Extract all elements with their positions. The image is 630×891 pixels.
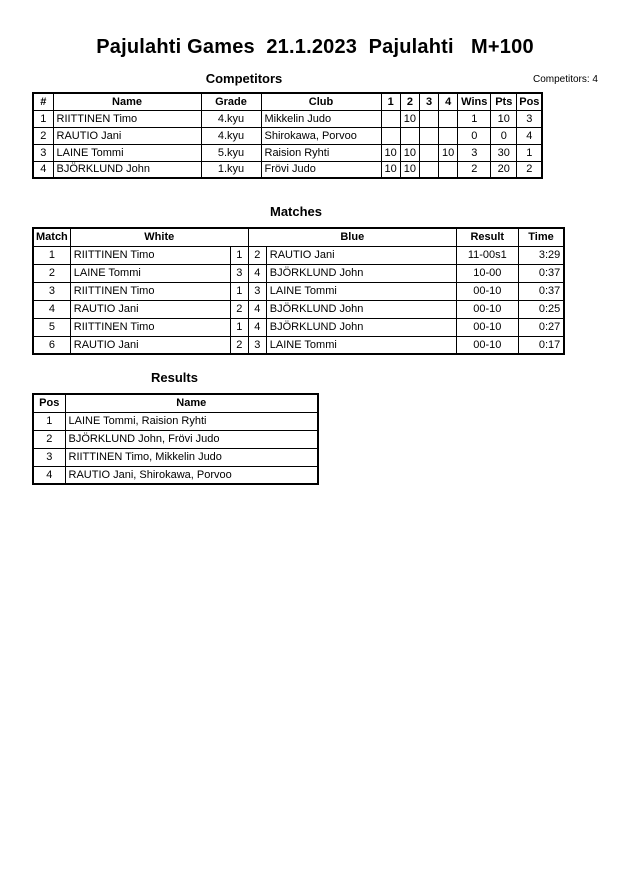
white-name: RIITTINEN Timo [70,318,230,336]
white-competitor-number: 3 [230,264,248,282]
result-position: 2 [33,430,65,448]
match-time: 0:27 [518,318,564,336]
competitor-wins: 1 [458,110,491,127]
competitor-row [33,127,542,144]
match-time: 3:29 [518,246,564,264]
score-vs-3 [420,144,439,161]
competitor-points: 20 [491,161,517,178]
blue-competitor-number: 4 [248,264,266,282]
col-number: # [33,93,53,110]
blue-name: BJÖRKLUND John [266,264,456,282]
col-name: Name [53,93,201,110]
competitor-grade: 1.kyu [201,161,261,178]
col-white: White [70,228,248,246]
match-result: 00-10 [456,300,518,318]
result-name: LAINE Tommi, Raision Ryhti [65,412,318,430]
competitor-wins: 2 [458,161,491,178]
blue-name: BJÖRKLUND John [266,318,456,336]
competitor-points: 10 [491,110,517,127]
score-vs-1 [381,127,400,144]
match-number: 3 [33,282,70,300]
match-time: 0:17 [518,336,564,354]
blue-competitor-number: 3 [248,336,266,354]
match-row [33,300,564,318]
competitor-position: 4 [517,127,543,144]
match-result: 10-00 [456,264,518,282]
col-result-name: Name [65,394,318,412]
col-opponent-1: 1 [381,93,400,110]
match-result: 11-00s1 [456,246,518,264]
result-row [33,466,318,484]
score-vs-3 [420,110,439,127]
competitor-number: 3 [33,144,53,161]
col-result-position: Pos [33,394,65,412]
result-position: 3 [33,448,65,466]
col-points: Pts [491,93,517,110]
score-vs-1: 10 [381,161,400,178]
match-time: 0:37 [518,282,564,300]
competitor-number: 2 [33,127,53,144]
competitor-club: Frövi Judo [261,161,381,178]
match-result: 00-10 [456,318,518,336]
col-grade: Grade [201,93,261,110]
competitor-position: 2 [517,161,543,178]
blue-name: BJÖRKLUND John [266,300,456,318]
matches-heading-wrap [32,203,560,221]
competitor-wins: 3 [458,144,491,161]
match-number: 2 [33,264,70,282]
competitor-row [33,110,542,127]
competitors-heading-row [32,70,598,86]
result-name: RIITTINEN Timo, Mikkelin Judo [65,448,318,466]
match-number: 6 [33,336,70,354]
results-heading: Results [151,370,198,385]
competitor-position: 3 [517,110,543,127]
competitor-wins: 0 [458,127,491,144]
results-table [32,393,319,485]
white-name: RIITTINEN Timo [70,246,230,264]
competitor-row [33,144,542,161]
col-opponent-3: 3 [420,93,439,110]
white-competitor-number: 2 [230,300,248,318]
col-opponent-4: 4 [439,93,458,110]
competitor-name: RIITTINEN Timo [53,110,201,127]
competitor-row [33,161,542,178]
match-number: 4 [33,300,70,318]
col-time: Time [518,228,564,246]
match-number: 1 [33,246,70,264]
match-time: 0:25 [518,300,564,318]
score-vs-4 [439,161,458,178]
page-title: Pajulahti Games 21.1.2023 Pajulahti M+100 [96,36,534,58]
competitor-name: BJÖRKLUND John [53,161,201,178]
blue-competitor-number: 4 [248,300,266,318]
col-club: Club [261,93,381,110]
competitors-count: Competitors: 4 [532,74,598,85]
blue-competitor-number: 3 [248,282,266,300]
white-competitor-number: 1 [230,318,248,336]
competitor-points: 30 [491,144,517,161]
score-vs-1: 10 [381,144,400,161]
competitor-club: Shirokawa, Porvoo [261,127,381,144]
col-position: Pos [517,93,543,110]
white-competitor-number: 2 [230,336,248,354]
white-name: RIITTINEN Timo [70,282,230,300]
blue-name: RAUTIO Jani [266,246,456,264]
competitor-grade: 5.kyu [201,144,261,161]
competitors-table [32,92,543,179]
competitors-heading: Competitors [205,71,283,86]
result-row [33,412,318,430]
result-position: 4 [33,466,65,484]
white-competitor-number: 1 [230,282,248,300]
match-row [33,264,564,282]
matches-heading: Matches [269,204,323,219]
competitor-name: LAINE Tommi [53,144,201,161]
match-row [33,246,564,264]
result-row [33,448,318,466]
results-heading-wrap [32,369,317,387]
col-blue: Blue [248,228,456,246]
white-competitor-number: 1 [230,246,248,264]
competitor-grade: 4.kyu [201,110,261,127]
match-row [33,318,564,336]
competitor-points: 0 [491,127,517,144]
match-number: 5 [33,318,70,336]
col-match: Match [33,228,70,246]
blue-competitor-number: 4 [248,318,266,336]
col-wins: Wins [458,93,491,110]
col-opponent-2: 2 [400,93,419,110]
result-row [33,430,318,448]
competitor-club: Raision Ryhti [261,144,381,161]
result-name: BJÖRKLUND John, Frövi Judo [65,430,318,448]
competitor-club: Mikkelin Judo [261,110,381,127]
match-row [33,336,564,354]
match-result: 00-10 [456,282,518,300]
white-name: RAUTIO Jani [70,336,230,354]
white-name: RAUTIO Jani [70,300,230,318]
col-result: Result [456,228,518,246]
matches-header-row [33,228,564,246]
competitor-name: RAUTIO Jani [53,127,201,144]
matches-table [32,227,565,355]
score-vs-4 [439,110,458,127]
competitor-number: 1 [33,110,53,127]
match-time: 0:37 [518,264,564,282]
match-result: 00-10 [456,336,518,354]
blue-competitor-number: 2 [248,246,266,264]
score-vs-2 [400,127,419,144]
score-vs-2: 10 [400,161,419,178]
score-vs-4: 10 [439,144,458,161]
competitors-heading-wrap [32,70,456,88]
white-name: LAINE Tommi [70,264,230,282]
match-row [33,282,564,300]
score-vs-4 [439,127,458,144]
competitor-grade: 4.kyu [201,127,261,144]
competitor-position: 1 [517,144,543,161]
score-vs-1 [381,110,400,127]
score-vs-2: 10 [400,144,419,161]
result-name: RAUTIO Jani, Shirokawa, Porvoo [65,466,318,484]
score-vs-2: 10 [400,110,419,127]
blue-name: LAINE Tommi [266,336,456,354]
results-header-row [33,394,318,412]
result-position: 1 [33,412,65,430]
competitor-number: 4 [33,161,53,178]
blue-name: LAINE Tommi [266,282,456,300]
score-vs-3 [420,161,439,178]
competitors-header-row [33,93,542,110]
score-vs-3 [420,127,439,144]
